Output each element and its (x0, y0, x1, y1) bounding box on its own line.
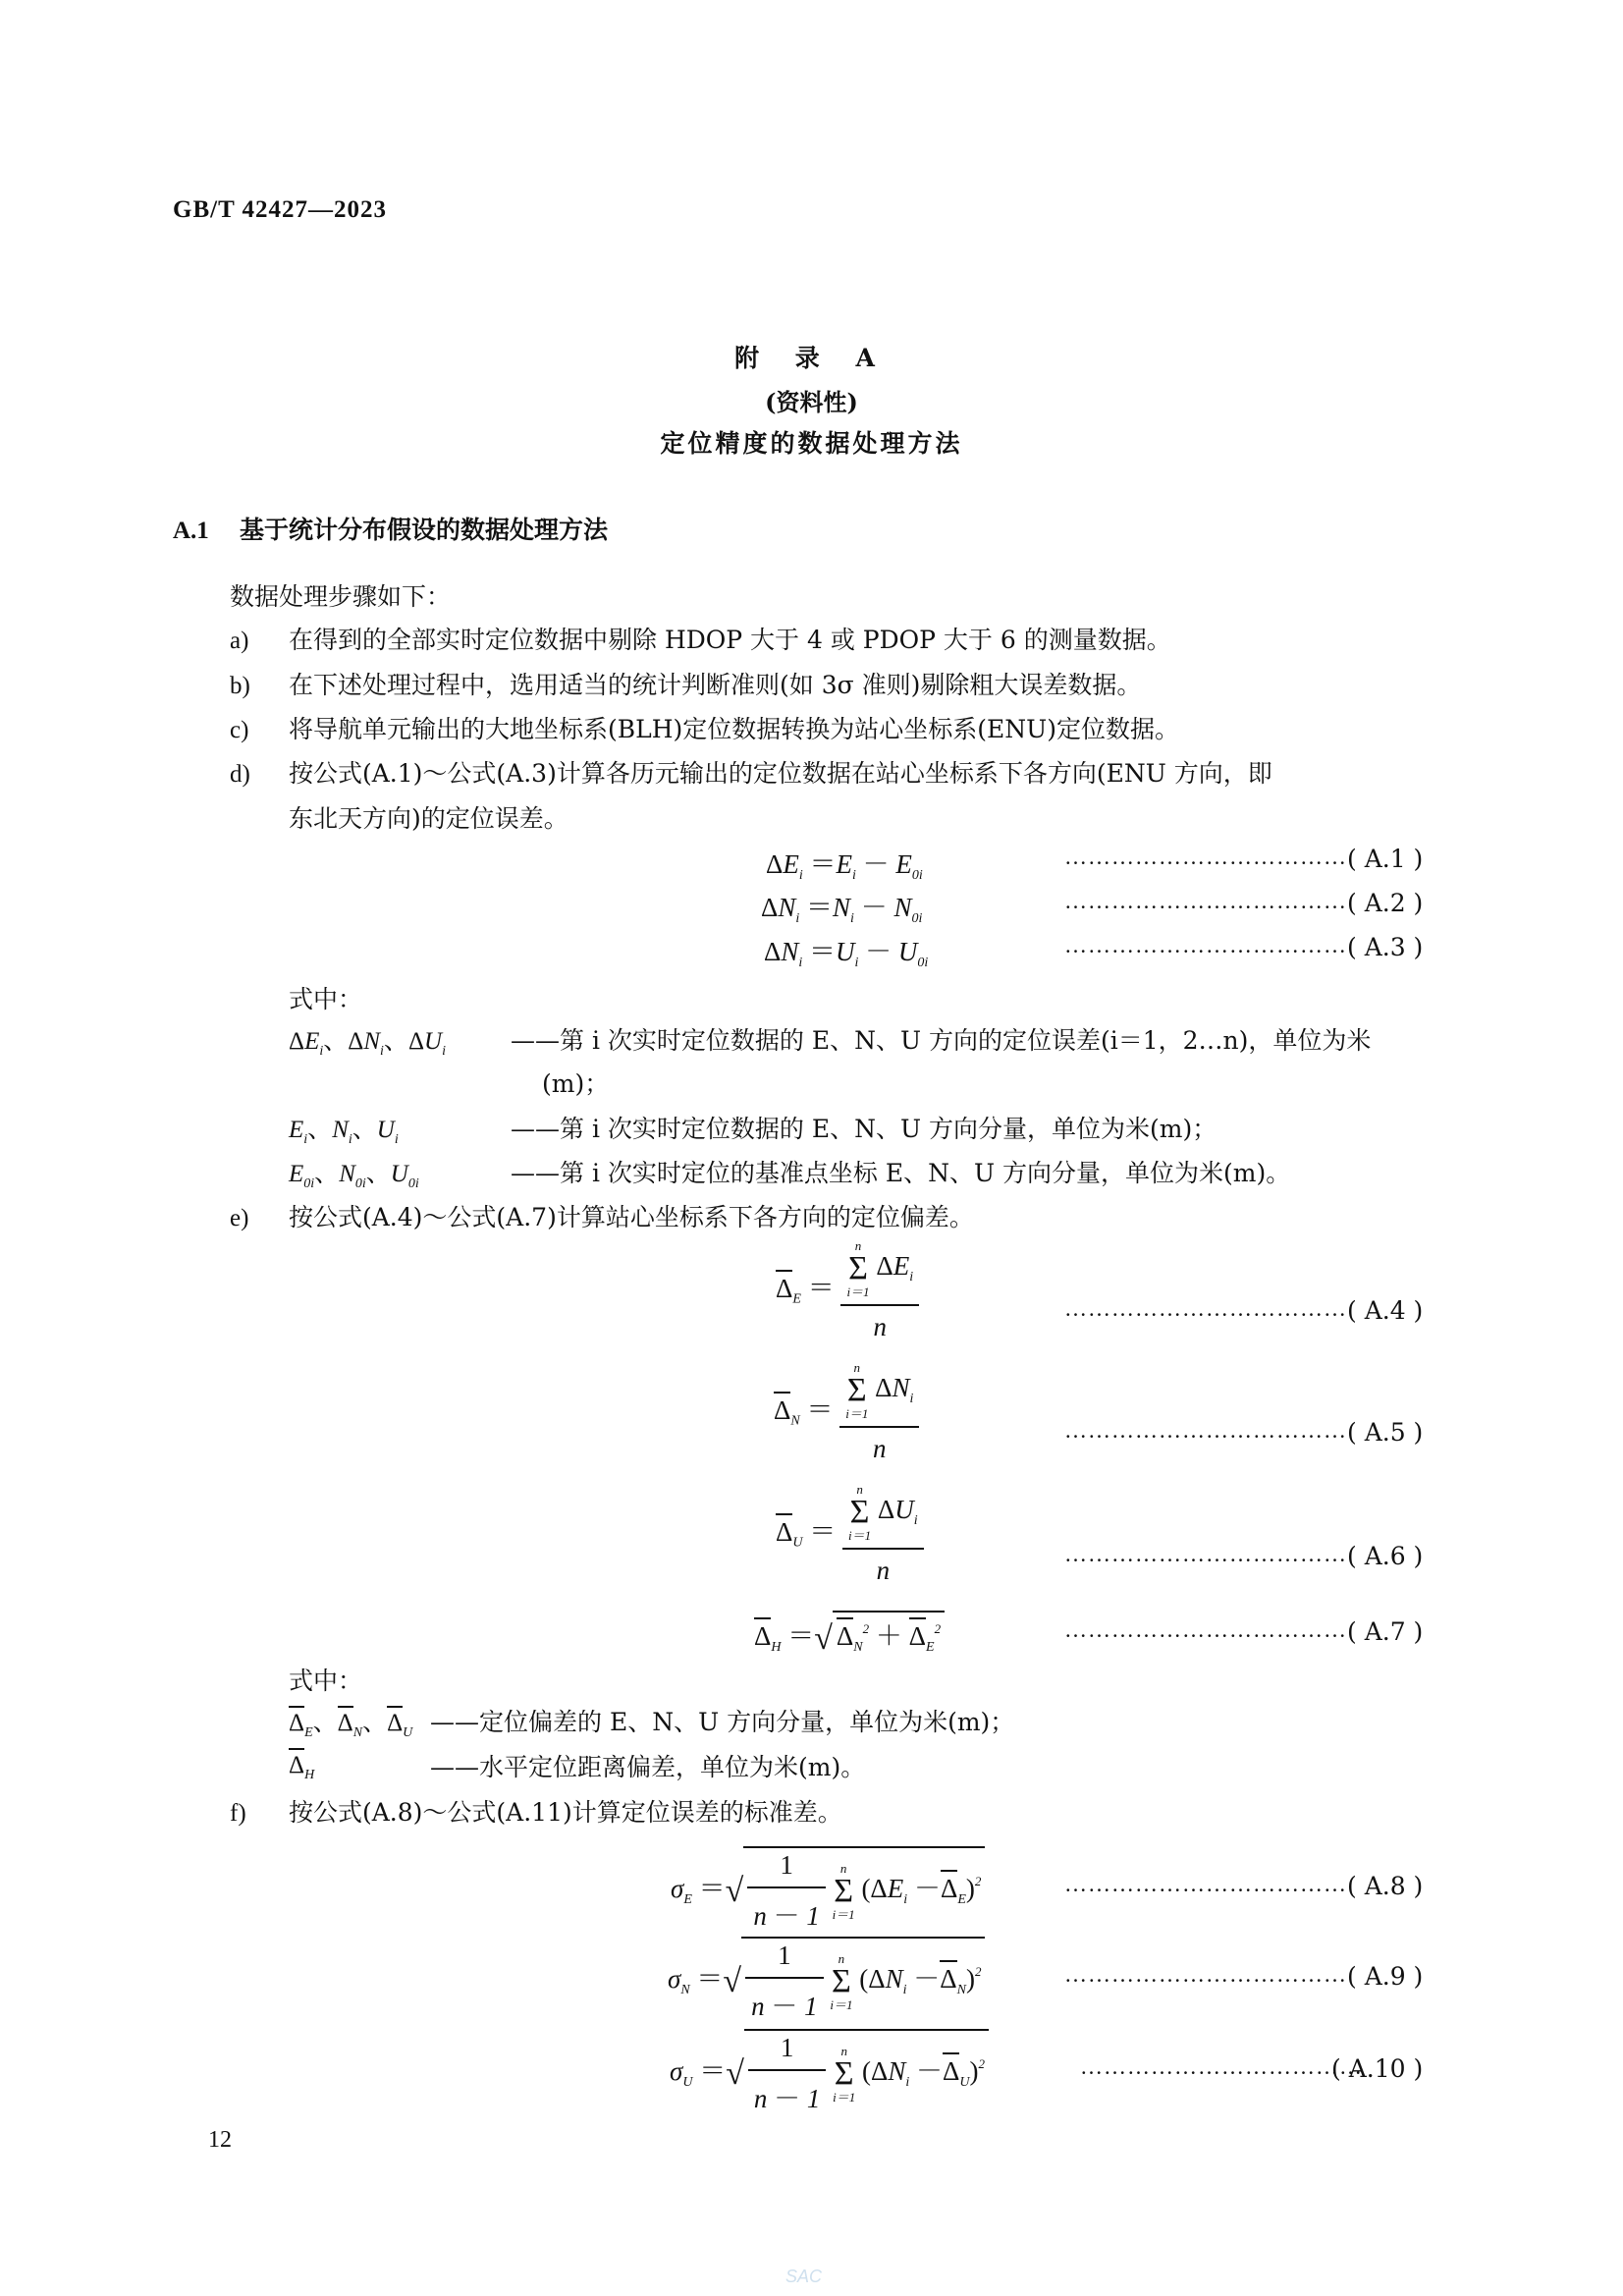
equation-a2: $\Delta N_i =N_i - N_{0i}$ (761, 893, 923, 926)
step-b (230, 666, 1141, 701)
intro-text: 数据处理步骤如下： (230, 582, 452, 611)
equation-a9: $\sigma_N$ ＝√ $\frac{1}{n - 1}$ n Σ i＝1 $(\Delta N_i -\Delta_N)^2$ (668, 1937, 985, 2023)
equation-a9-number: ( A.9 ) (1347, 1962, 1424, 1991)
equation-a6-dots: ……………………………… (1064, 1542, 1347, 1566)
step-f (230, 1793, 842, 1829)
where-label-1: 式中： (289, 985, 363, 1013)
step-d-text-cont: 东北天方向)的定位误差。 (289, 804, 568, 833)
annex-name: 定位精度的数据处理方法 (660, 429, 963, 458)
where1-desc-3: ——第 i 次实时定位的基准点坐标 E、N、U 方向分量，单位为米(m)。 (511, 1159, 1291, 1187)
step-f-text: 按公式(A.8)～公式(A.11)计算定位误差的标准差。 (289, 1798, 842, 1827)
where-label-2: 式中： (289, 1667, 363, 1695)
where1-desc-2: ——第 i 次实时定位数据的 E、N、U 方向分量，单位为米(m)； (511, 1115, 1217, 1143)
where2-symbol-1: $\Delta_E$、$\Delta_N$、$\Delta_U$ (289, 1703, 412, 1741)
where2-desc-1: ——定位偏差的 E、N、U 方向分量，单位为米(m)； (430, 1708, 1015, 1736)
equation-a5-dots: ……………………………… (1064, 1418, 1347, 1443)
where1-desc-1: ——第 i 次实时定位数据的 E、N、U 方向的定位误差(i＝1，2…n)，单位为米 (511, 1026, 1372, 1055)
annex-title: 附 录 A (734, 344, 889, 372)
where1-desc-1-cont: (m)； (542, 1069, 610, 1098)
equation-a5: $\Delta_N$ ＝ n Σ i＝1 $\Delta N_i$ n (774, 1361, 919, 1464)
step-c (230, 710, 1179, 745)
step-a (230, 621, 1171, 656)
equation-a1-dots: ……………………………… (1064, 845, 1347, 869)
step-e-label: e) (230, 1205, 249, 1231)
where2-symbol-2: $\Delta_H$ (289, 1748, 314, 1783)
annex-subtitle: (资料性) (765, 388, 858, 416)
section-heading (173, 511, 608, 546)
step-d-text: 按公式(A.1)～公式(A.3)计算各历元输出的定位数据在站心坐标系下各方向(ENU 方向，即 (289, 759, 1272, 788)
standard-number: GB/T 42427—2023 (173, 196, 388, 223)
step-a-label: a) (230, 628, 249, 654)
equation-a2-number: ( A.2 ) (1347, 889, 1424, 917)
where1-symbol-3: $E_{0i}$、$N_{0i}$、$U_{0i}$ (289, 1161, 419, 1191)
equation-a10: $\sigma_U$ ＝√ $\frac{1}{n - 1}$ n Σ i＝1 $(\Delta N_i -\Delta_U)^2$ (670, 2029, 989, 2115)
equation-a3-number: ( A.3 ) (1347, 933, 1424, 961)
step-e (230, 1198, 974, 1233)
step-a-text: 在得到的全部实时定位数据中剔除 HDOP 大于 4 或 PDOP 大于 6 的测量数据。 (289, 626, 1171, 654)
equation-a8: $\sigma_E$ ＝√ $\frac{1}{n - 1}$ n Σ i＝1 $(\Delta E_i -\Delta_E)^2$ (671, 1846, 985, 1933)
equation-a1: $\Delta E_i =E_i - E_{0i}$ (766, 849, 923, 883)
section-title: 基于统计分布假设的数据处理方法 (240, 516, 609, 544)
equation-a6: $\Delta_U$ ＝ n Σ i＝1 $\Delta U_i$ n (776, 1483, 924, 1586)
equation-a9-dots: ……………………………… (1064, 1962, 1347, 1987)
equation-a6-number: ( A.6 ) (1347, 1542, 1424, 1570)
step-c-label: c) (230, 717, 249, 743)
equation-a7-dots: ……………………………… (1064, 1617, 1347, 1642)
equation-a8-dots: ……………………………… (1064, 1872, 1347, 1896)
step-b-text: 在下述处理过程中，选用适当的统计判断准则(如 3σ 准则)剔除粗大误差数据。 (289, 671, 1142, 699)
step-c-text: 将导航单元输出的大地坐标系(BLH)定位数据转换为站心坐标系(ENU)定位数据。 (289, 715, 1179, 743)
where1-symbol-2: $E_i$、$N_i$、$U_i$ (289, 1117, 399, 1147)
equation-a10-number: ( A.10 ) (1331, 2054, 1424, 2083)
step-f-label: f) (230, 1800, 246, 1827)
step-b-label: b) (230, 673, 250, 699)
equation-a4: $\Delta_E$ ＝ n Σ i＝1 $\Delta E_i$ n (776, 1239, 919, 1342)
equation-a2-dots: ……………………………… (1064, 889, 1347, 913)
where1-symbol-1: $\Delta E_i$、$\Delta N_i$、$\Delta U_i$ (289, 1028, 446, 1059)
watermark-logo: SAC (785, 2267, 823, 2286)
equation-a10-dots: ……………………………… (1080, 2054, 1363, 2079)
equation-a4-number: ( A.4 ) (1347, 1296, 1424, 1325)
equation-a8-number: ( A.8 ) (1347, 1872, 1424, 1900)
equation-a4-dots: ……………………………… (1064, 1296, 1347, 1321)
equation-a5-number: ( A.5 ) (1347, 1418, 1424, 1447)
page-number: 12 (208, 2127, 232, 2153)
equation-a3-dots: ……………………………… (1064, 933, 1347, 957)
step-d-label: d) (230, 761, 250, 788)
section-number: A.1 (173, 518, 209, 544)
equation-a7: $\Delta_H$ ＝√ $\Delta_N^2 + \Delta_E^2$ (754, 1611, 945, 1658)
equation-a1-number: ( A.1 ) (1347, 845, 1424, 873)
step-d (230, 754, 1272, 790)
equation-a3: $\Delta N_i =U_i - U_{0i}$ (764, 937, 929, 970)
where2-desc-2: ——水平定位距离偏差，单位为米(m)。 (430, 1753, 866, 1781)
equation-a7-number: ( A.7 ) (1347, 1617, 1424, 1646)
step-e-text: 按公式(A.4)～公式(A.7)计算站心坐标系下各方向的定位偏差。 (289, 1203, 974, 1231)
